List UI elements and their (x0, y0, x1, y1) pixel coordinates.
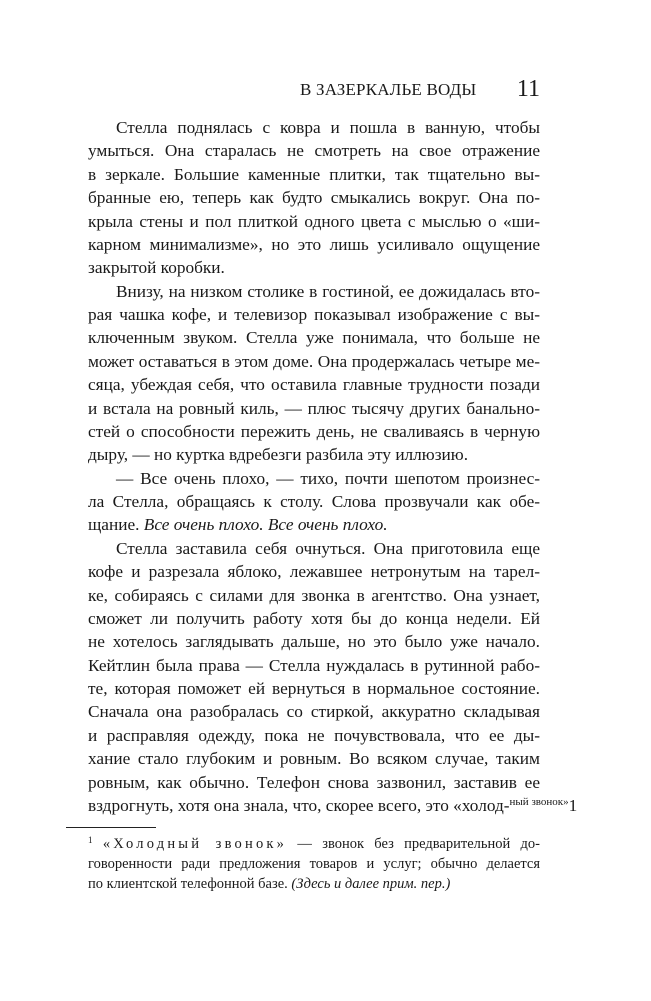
text-line (88, 513, 540, 536)
text-line: Стелла поднялась с ковра и пошла в ванную, чтобы (116, 118, 540, 137)
text-line: ключенным звуком. Стелла уже понимала, что больше не (88, 328, 540, 347)
italic-echo: Все очень плохо. Все очень плохо. (143, 515, 388, 534)
text-line: бранные ею, теперь как будто смыкались вокруг. Она по- (88, 188, 540, 207)
text-line: стей о способности пережить день, не сваливаясь в черную (88, 422, 540, 441)
text-line: умыться. Она старалась не смотреть на свое отражение (88, 141, 540, 160)
footnote-marker: 1 (88, 835, 93, 845)
text-line: карном минимализме», но это лишь усиливало ощущение (88, 235, 540, 254)
text-line: и встала на ровный киль, — плюс тысячу других банально- (88, 399, 540, 418)
running-title: В ЗАЗЕРКАЛЬЕ ВОДЫ (300, 80, 477, 99)
text-line: Сначала она разобралась со стиркой, аккуратно складывая (88, 702, 540, 721)
text-segment: щание. (88, 515, 140, 534)
footnote-rule (66, 827, 156, 828)
text-line: рая чашка кофе, и телевизор показывал изображение с вы- (88, 305, 540, 324)
text-line (88, 794, 578, 817)
text-line: — Все очень плохо, — тихо, почти шепотом произнес- (116, 469, 540, 488)
footnote-text: по клиентской телефонной базе. (88, 876, 292, 892)
text-line: закрытой коробки. (88, 258, 225, 277)
text-line: Кейтлин была права — Стелла нуждалась в рутинной рабо- (88, 656, 540, 675)
text-line: ке, собираясь с силами для звонка в агентство. Она узнает, (88, 586, 540, 605)
text-line: ла Стелла, обращаясь к столу. Слова прозвучали как обе- (88, 492, 540, 511)
page-number: 11 (516, 76, 540, 102)
text-segment: хание стало глубоким и ровным. Во всяком случае, таким (88, 749, 540, 768)
text-line: те, которая поможет ей вернуться в нормальное состояние. (88, 679, 540, 698)
running-head (300, 76, 540, 104)
text-line: не хотелось заглядывать дальше, но это было уже начало. (88, 632, 540, 651)
text-line: Внизу, на низком столике в гостиной, ее дожидалась вто- (116, 282, 540, 301)
text-line: дыру, — но куртка вдребезги разбила эту иллюзию. (88, 445, 469, 464)
text-line: Стелла заставила себя очнуться. Она приготовила еще (116, 539, 540, 558)
text-line: сяца, убеждая себя, что оставила главные трудности позади (88, 375, 540, 394)
text-line (88, 771, 540, 794)
footnote-line (88, 834, 540, 854)
text-line: крыла стены и пол плиткой одного цвета с мыслью о «ши- (88, 212, 540, 231)
footnote-term: «Холодный звонок» (102, 836, 288, 852)
text-line: кофе и разрезала яблоко, лежавшее нетронутым на тарел- (88, 562, 540, 581)
text-segment: ровным, как обычно. Телефон снова зазвонил, заставив ее (88, 773, 540, 792)
footnote-line (88, 874, 540, 894)
text-segment: 1 (568, 796, 578, 815)
footnote-line: говоренности ради предложения товаров и услуг; обычно делается (88, 856, 540, 872)
text-line: в зеркале. Большие каменные плитки, так тщательно вы- (88, 165, 540, 184)
text-line: сможет ли получить работу хотя бы до конца недели. Ей (88, 609, 540, 628)
text-line: и расправляя одежду, пока не почувствовала, что ее ды- (88, 726, 540, 745)
text-line (88, 747, 540, 770)
footnote-ref: ный звонок» (509, 796, 569, 808)
footnote-note: (Здесь и далее прим. пер.) (291, 876, 451, 892)
footnote-text: — звонок без предварительной до- (287, 836, 541, 852)
text-line: может оставаться в этом доме. Она продержалась четыре ме- (88, 352, 540, 371)
text-segment: вздрогнуть, хотя она знала, что, скорее всего, это «холод- (88, 796, 510, 815)
